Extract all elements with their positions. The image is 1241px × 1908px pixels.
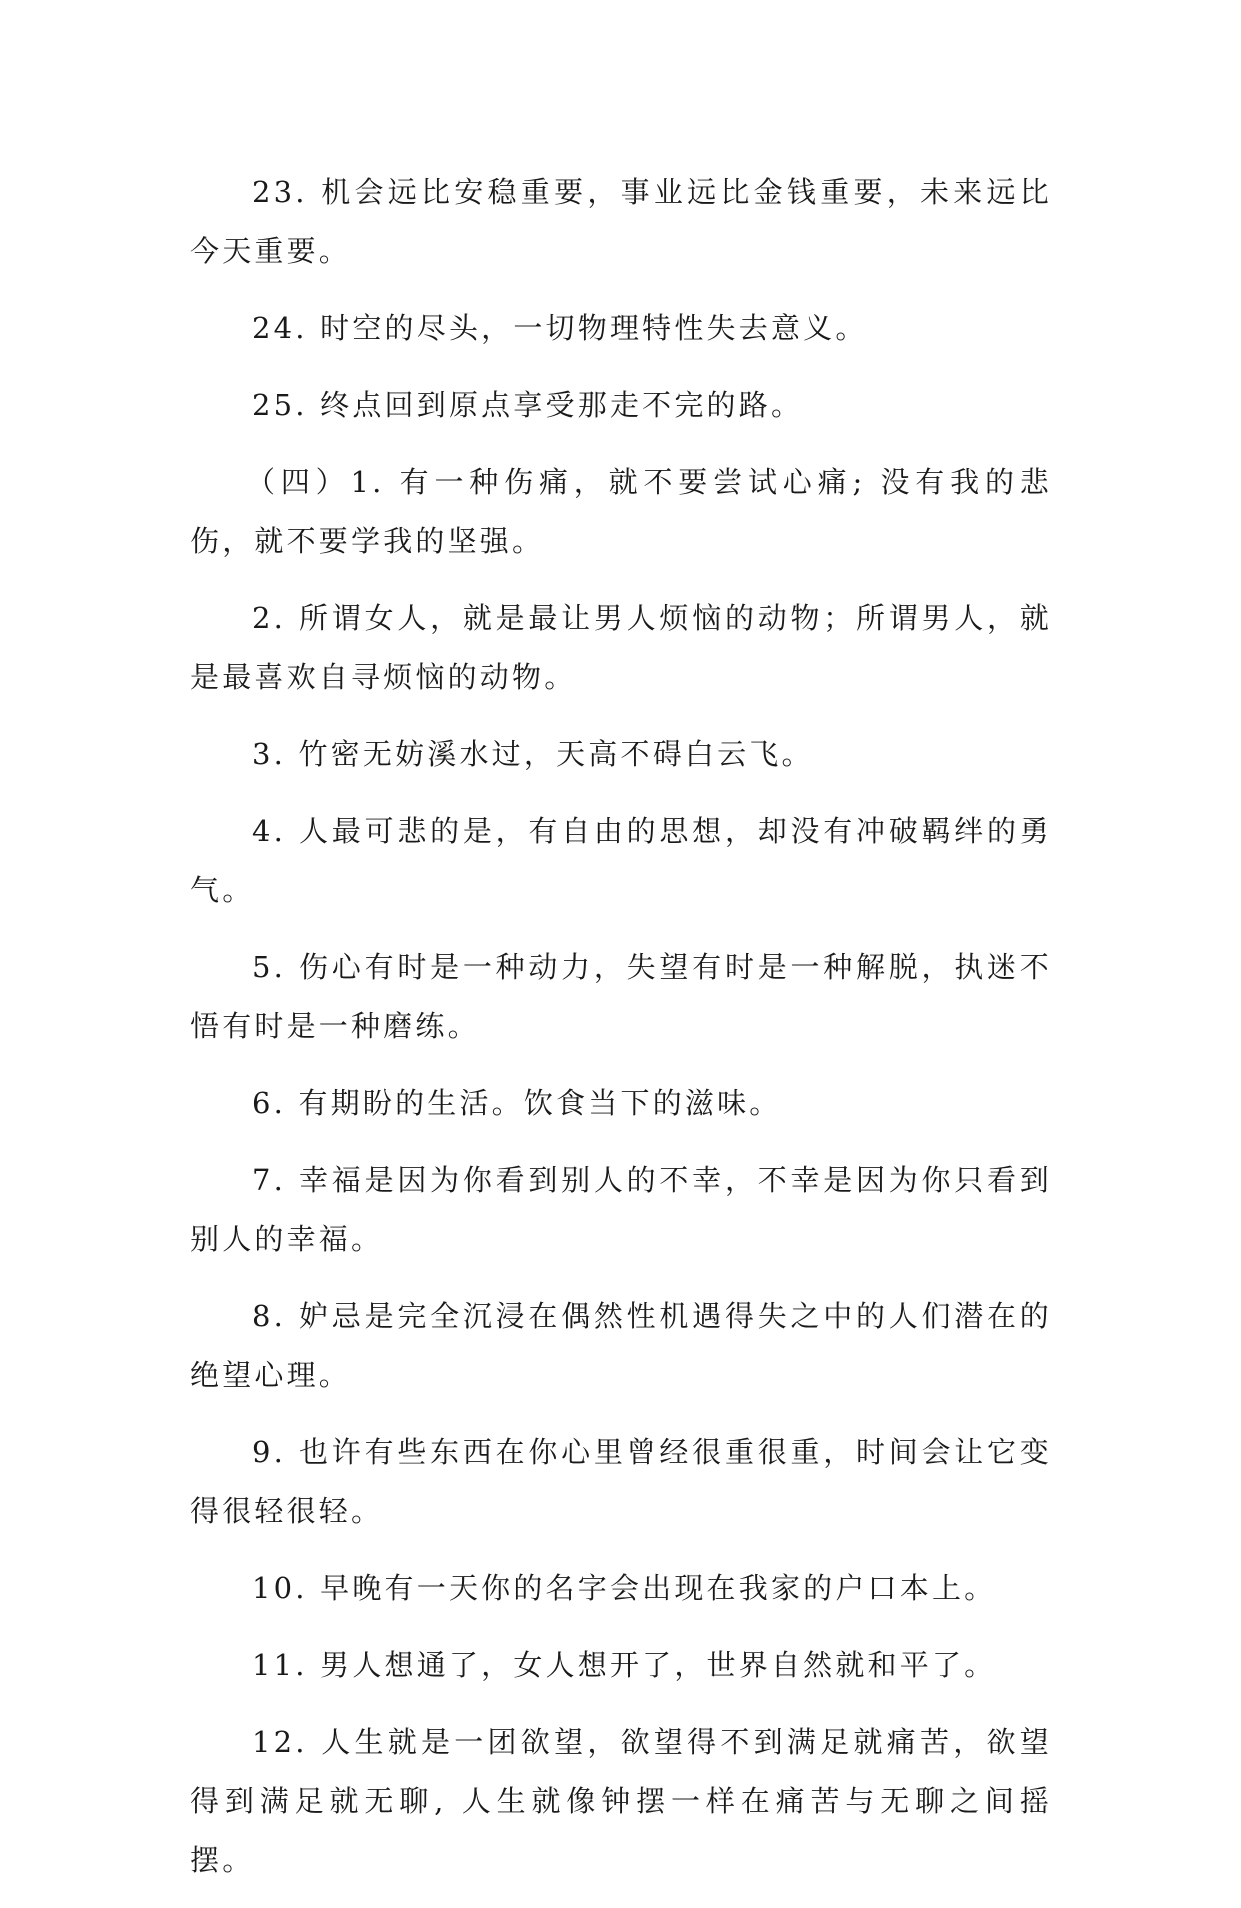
paragraph-3: 3. 竹密无妨溪水过，天高不碍白云飞。 (252, 737, 814, 771)
paragraph-24: 24. 时空的尽头，一切物理特性失去意义。 (252, 311, 868, 345)
paragraph-7: 7. 幸福是因为你看到别人的不幸，不幸是因为你只看到别人的幸福。 (190, 1163, 1052, 1256)
paragraph-5: 5. 伤心有时是一种动力，失望有时是一种解脱，执迷不悟有时是一种磨练。 (190, 950, 1052, 1043)
paragraph-11: 11. 男人想通了，女人想开了，世界自然就和平了。 (252, 1648, 997, 1682)
document-page (190, 163, 1052, 1908)
paragraph-10: 10. 早晚有一天你的名字会出现在我家的户口本上。 (252, 1571, 997, 1605)
paragraph-23: 23. 机会远比安稳重要，事业远比金钱重要，未来远比今天重要。 (190, 175, 1052, 268)
paragraph-2: 2. 所谓女人，就是最让男人烦恼的动物；所谓男人，就是最喜欢自寻烦恼的动物。 (190, 601, 1052, 694)
paragraph-12: 12. 人生就是一团欲望，欲望得不到满足就痛苦，欲望得到满足就无聊, 人生就像钟摆一样在痛苦与无聊之间摇摆。 (190, 1725, 1052, 1877)
paragraph-25: 25. 终点回到原点享受那走不完的路。 (252, 388, 804, 422)
section-four-paragraph-1: （四）1. 有一种伤痛，就不要尝试心痛; 没有我的悲伤，就不要学我的坚强。 (190, 465, 1052, 558)
paragraph-4: 4. 人最可悲的是，有自由的思想，却没有冲破羁绊的勇气。 (190, 814, 1052, 907)
paragraph-6: 6. 有期盼的生活。饮食当下的滋味。 (252, 1086, 782, 1120)
paragraph-8: 8. 妒忌是完全沉浸在偶然性机遇得失之中的人们潜在的绝望心理。 (190, 1299, 1052, 1392)
paragraph-9: 9. 也许有些东西在你心里曾经很重很重，时间会让它变得很轻很轻。 (190, 1435, 1052, 1528)
